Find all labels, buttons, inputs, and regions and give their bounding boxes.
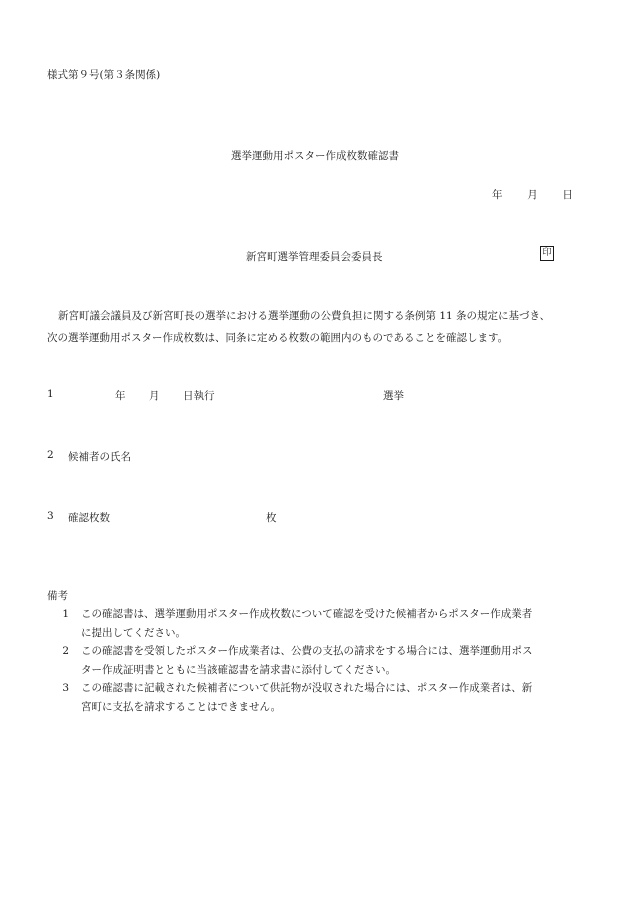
note-item	[47, 679, 593, 716]
note-line-2: 宮町に支払を請求することはできません。	[81, 700, 282, 713]
item-1-day: 日執行	[183, 390, 215, 402]
date-line	[492, 187, 573, 202]
seal-mark: 印	[540, 246, 554, 261]
note-item	[47, 642, 593, 679]
note-line-2: に提出してください。	[81, 626, 186, 639]
recipient: 新宮町選挙管理委員会委員長	[246, 251, 383, 263]
item-1-number: 1	[47, 388, 54, 400]
item-2-label: 候補者の氏名	[68, 451, 131, 463]
item-1-month: 月	[149, 390, 160, 402]
item-1-election-suffix: 選挙	[383, 390, 404, 402]
item-3-label: 確認枚数	[68, 512, 110, 524]
note-number: 2	[62, 645, 69, 657]
date-year: 年	[492, 189, 503, 201]
body-line-1: 新宮町議会議員及び新宮町長の選挙における選挙運動の公費負担に関する条例第 11 条の規定に基づき、	[58, 310, 551, 322]
notes-heading: 備考	[47, 590, 68, 602]
note-number: 3	[62, 682, 69, 694]
document-title: 選挙運動用ポスター作成枚数確認書	[231, 150, 399, 162]
item-3-number: 3	[47, 510, 54, 522]
note-line-2: ター作成証明書とともに当該確認書を請求書に添付してください。	[81, 663, 396, 676]
item-2-number: 2	[47, 449, 54, 461]
note-number: 1	[62, 608, 69, 620]
note-line-1: この確認書に記載された候補者について供託物が没収された場合には、ポスター作成業者は、新	[81, 682, 533, 694]
note-line-1: この確認書を受領したポスター作成業者は、公費の支払の請求をする場合には、選挙運動用ポス	[81, 645, 533, 657]
notes-list	[47, 605, 593, 716]
note-line-1: この確認書は、選挙運動用ポスター作成枚数について確認を受けた候補者からポスター作成業者	[81, 608, 533, 620]
note-item	[47, 605, 593, 642]
date-day: 日	[562, 189, 573, 201]
body-text	[47, 305, 587, 349]
date-month: 月	[527, 189, 538, 201]
body-line-2: 次の選挙運動用ポスター作成枚数は、同条に定める枚数の範囲内のものであることを確認します。	[47, 332, 509, 344]
item-1-year: 年	[115, 390, 126, 402]
form-number: 様式第９号(第３条関係)	[47, 69, 161, 81]
item-3-unit: 枚	[266, 512, 277, 524]
